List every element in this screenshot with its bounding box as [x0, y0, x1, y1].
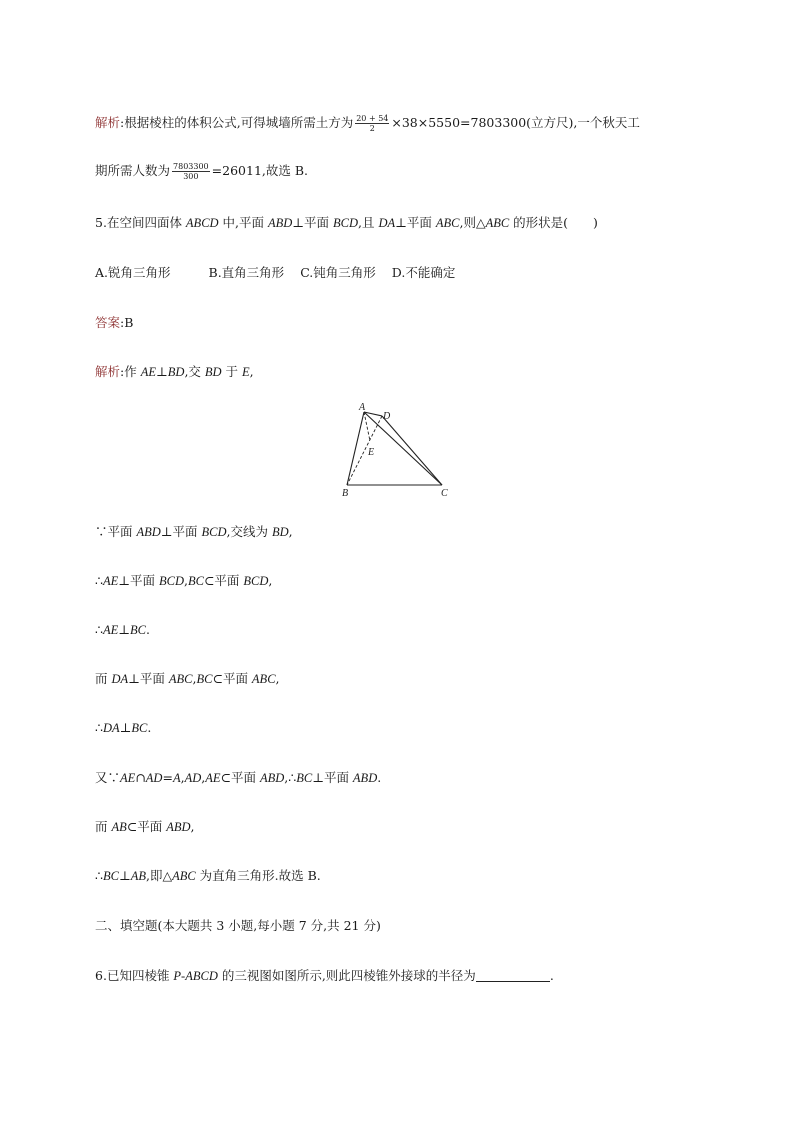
proof-text: ∩ [135, 770, 146, 785]
math-variable: BD [271, 525, 289, 539]
vertex-label-a: A [359, 402, 366, 413]
proof-text: , [192, 671, 197, 686]
proof-text: ∵平面 [95, 524, 137, 539]
proof-text: , [190, 819, 195, 834]
proof-step [95, 573, 272, 589]
math-variable: ABC [168, 672, 193, 686]
answer-blank [476, 969, 550, 982]
math-variable: BCD [158, 574, 184, 588]
math-variable: AE [102, 623, 119, 637]
math-variable: AE [102, 574, 119, 588]
proof-step [95, 770, 381, 786]
math-variable: ABD [166, 820, 191, 834]
math-variable: ABD [352, 771, 378, 785]
option-b: B.直角三角形 [208, 265, 285, 280]
proof-text: ∴ [95, 622, 103, 637]
proof-text: ⊥ [119, 720, 132, 735]
proof-text: . [145, 622, 150, 637]
math-variable: ABD [259, 771, 285, 785]
solution-label: 解析 [95, 364, 121, 379]
vertex-label-b: B [342, 488, 349, 499]
proof-text: = [162, 770, 173, 785]
proof-text: , [275, 671, 280, 686]
question-6: 6.已知四棱锥 P-ABCD 的三视图如图所示,则此四棱锥外接球的半径为 . [95, 968, 554, 983]
answer-label: 答案 [95, 315, 121, 330]
proof-text: ⊂平面 [220, 770, 260, 785]
solution-intro: 解析:作 AE⊥BD,交 BD 于 E, [95, 364, 254, 379]
proof-text: ⊂平面 [212, 671, 252, 686]
math-variable: AB [111, 820, 127, 834]
math-variable: A [172, 771, 181, 785]
proof-text: , [180, 770, 185, 785]
proof-text: , [288, 524, 293, 539]
proof-text: ⊂平面 [203, 573, 244, 588]
question-number: 6. [95, 968, 107, 983]
edge-ab [347, 412, 364, 485]
math-variable: BC [196, 672, 213, 686]
proof-text: 而 [95, 819, 112, 834]
proof-text: ∴ [95, 573, 103, 588]
tetrahedron-figure [330, 396, 460, 501]
proof-text: , [201, 770, 206, 785]
option-c: C.钝角三角形 [300, 265, 376, 280]
edge-ac [364, 412, 442, 485]
math-variable: ABD [136, 525, 161, 539]
solution-label: 解析 [95, 115, 121, 130]
edge-bd-dashed [347, 416, 382, 485]
vertex-label-e: E [368, 447, 375, 458]
math-variable: ABC [251, 672, 276, 686]
proof-text: . [377, 770, 382, 785]
proof-text: ,交线为 [226, 524, 272, 539]
section-heading: 二、填空题(本大题共 3 小题,每小题 7 分,共 21 分) [95, 918, 381, 933]
math-variable: DA [111, 672, 129, 686]
proof-text: ∴ [95, 720, 103, 735]
math-variable: BC [102, 869, 119, 883]
math-variable: ABC [172, 869, 196, 883]
question-5: 5.在空间四面体 ABCD 中,平面 ABD⊥平面 BCD,且 DA⊥平面 ABC,则△ABC 的形状是( ) [95, 215, 598, 230]
option-d: D.不能确定 [391, 265, 456, 280]
proof-text: ∴ [95, 868, 103, 883]
proof-text: ⊂平面 [126, 819, 167, 834]
solution-line-1: 解析:根据棱柱的体积公式,可得城墙所需土方为 $\frac{20 + 54}{2}$ ×38×5550=7803300(立方尺),一个秋天工 [95, 114, 640, 133]
question-5-options [95, 265, 455, 281]
math-variable: BC [130, 623, 146, 637]
math-variable: BCD [201, 525, 227, 539]
proof-text: ⊥平面 [128, 671, 169, 686]
edge-dc [382, 416, 442, 485]
proof-text: , [268, 573, 273, 588]
solution-line-2: 期所需人数为 $\frac{7803300}{300}$ =26011,故选 B. [95, 162, 309, 181]
proof-text: , [183, 573, 188, 588]
proof-step [95, 868, 321, 884]
answer-line: 答案:B [95, 315, 134, 330]
math-variable: AE [205, 771, 221, 785]
proof-step [95, 720, 151, 736]
fraction: $\frac{20 + 54}{2}$ [356, 114, 389, 133]
math-variable: AB [130, 869, 146, 883]
proof-text: ,即△ [145, 868, 173, 883]
proof-text: 而 [95, 671, 112, 686]
question-number: 5. [95, 215, 107, 230]
proof-text: ⊥平面 [118, 573, 159, 588]
proof-text: 为直角三角形.故选 B. [195, 868, 321, 883]
math-variable: AE [120, 771, 136, 785]
vertex-label-c: C [441, 488, 448, 499]
proof-step [95, 524, 293, 540]
vertex-label-d: D [383, 411, 391, 422]
math-variable: BC [187, 574, 204, 588]
proof-step [95, 671, 280, 687]
math-variable: BCD [243, 574, 269, 588]
math-variable: DA [102, 721, 120, 735]
proof-text: ,∴ [284, 770, 297, 785]
proof-text: ⊥ [118, 868, 131, 883]
solution-text: 根据棱柱的体积公式,可得城墙所需土方为 [124, 115, 354, 130]
proof-text: . [147, 720, 152, 735]
math-variable: BC [296, 771, 313, 785]
fraction: $\frac{7803300}{300}$ [173, 162, 209, 181]
proof-text: ⊥ [118, 622, 130, 637]
math-variable: BC [131, 721, 148, 735]
proof-step [95, 819, 195, 835]
proof-text: ⊥平面 [160, 524, 202, 539]
math-variable: AD [184, 771, 202, 785]
proof-step [95, 622, 150, 638]
math-variable: AD [145, 771, 163, 785]
option-a: A.锐角三角形 [95, 265, 171, 280]
proof-text: ⊥平面 [312, 770, 353, 785]
proof-text: 又∵ [95, 770, 121, 785]
answer-value: B [124, 315, 134, 330]
